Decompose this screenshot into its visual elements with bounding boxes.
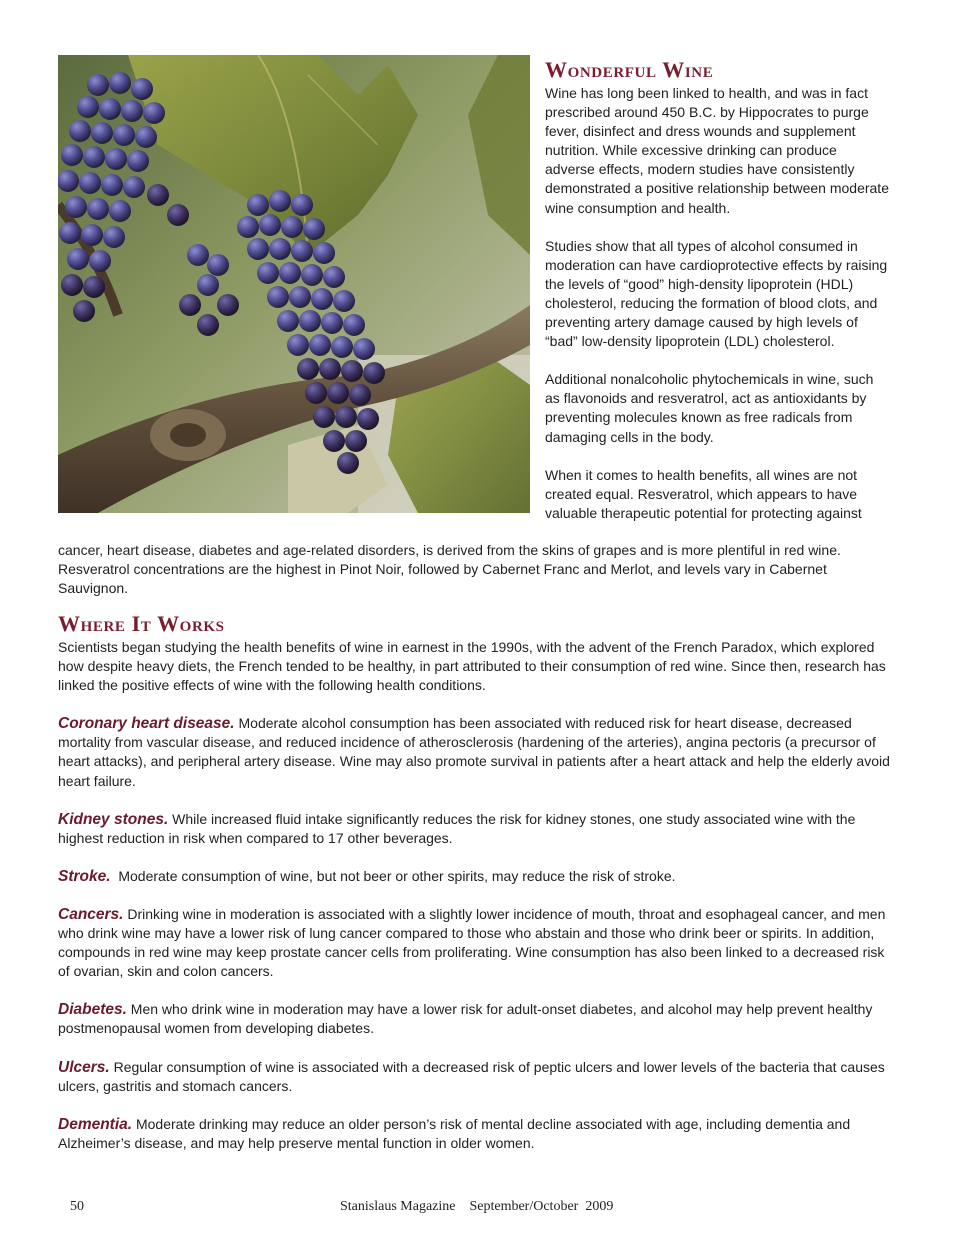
condition-label: Dementia. [58,1115,133,1133]
condition-label: Ulcers. [58,1058,110,1076]
publication-info: Stanislaus Magazine September/October 2009 [340,1199,614,1214]
condition-description: Drinking wine in moderation is associated with a slightly lower incidence of mouth, throat and esophageal cancer, and men who drink wine may have a lower risk of lung cancer compared to those who abstain and those who drink beer or spirits. In addition, compounds in red wine may keep prostate cancer cells from proliferating. Wine consumption has also been linked to a decreased risk of ovarian, skin and colon cancers. [58,905,886,980]
where-it-works-heading: Where It Works [58,611,225,636]
where-it-works-section [58,612,898,1172]
wonderful-wine-heading: Wonderful Wine [545,57,714,82]
condition-label: Stroke. [58,867,111,885]
wine-paragraph-resveratrol-continued: cancer, heart disease, diabetes and age-related disorders, is derived from the skins of grapes and is more plentiful in red wine. Resveratrol concentrations are the highest in Pinot Noir, followed by Cabernet Franc and Merlot, and levels vary in Cabernet Sauvignon. [58,542,841,597]
condition-label: Kidney stones. [58,810,169,828]
wine-paragraph-cardioprotective: Studies show that all types of alcohol consumed in moderation can have cardioprotective effects by raising the levels of “good” high-density lipoprotein (HDL) cholesterol, reducing the formation of blood clots, and preventing artery damage caused by high levels of “bad” low-density lipoprotein (LDL) cholesterol. [545,237,888,350]
condition-diabetes [58,1000,898,1038]
condition-description: Men who drink wine in moderation may have a lower risk for adult-onset diabetes, and alcohol may help prevent healthy postmenopausal women from developing diabetes. [58,1001,873,1037]
grape-vine-illustration [58,55,530,513]
page-number: 50 [70,1199,84,1214]
condition-description: Moderate consumption of wine, but not beer or other spirits, may reduce the risk of stroke. [110,867,676,884]
grape-vine-photo [58,55,530,513]
wine-paragraph-phytochemicals: Additional nonalcoholic phytochemicals in wine, such as flavonoids and resveratrol, act as antioxidants by preventing molecules known as free radicals from damaging cells in the body. [545,371,874,445]
wonderful-wine-section [545,58,890,523]
condition-stroke [58,867,898,886]
condition-kidney-stones [58,810,898,848]
condition-dementia [58,1115,898,1153]
condition-cancers [58,905,898,981]
condition-coronary-heart-disease [58,714,898,790]
condition-description: While increased fluid intake significantly reduces the risk for kidney stones, one study associated wine with the highest reduction in risk when compared to 17 other beverages. [58,810,856,846]
wine-paragraph-resveratrol: When it comes to health benefits, all wines are not created equal. Resveratrol, which appears to have valuable therapeutic potential for protecting against [545,466,862,521]
condition-description: Regular consumption of wine is associated with a decreased risk of peptic ulcers and lower levels of the bacteria that causes ulcers, gastritis and stomach cancers. [58,1058,885,1094]
where-it-works-intro: Scientists began studying the health benefits of wine in earnest in the 1990s, with the advent of the French Paradox, which explored how despite heavy diets, the French tended to be healthy, in part attributed to their consumption of red wine. Since then, research has linked the positive effects of wine with the following health conditions. [58,639,886,694]
condition-description: Moderate alcohol consumption has been associated with reduced risk for heart disease, decreased mortality from vascular disease, and reduced incidence of atherosclerosis (hardening of the arteries), angina pectoris (a precursor of heart attacks), and peripheral artery disease. Wine may also promote survival in patients after a heart attack and help the elderly avoid heart failure. [58,715,890,789]
condition-ulcers [58,1058,898,1096]
condition-label: Cancers. [58,905,124,923]
condition-description: Moderate drinking may reduce an older person’s risk of mental decline associated with age, including dementia and Alzheimer’s disease, and may help preserve mental function in older women. [58,1115,851,1151]
condition-label: Coronary heart disease. [58,715,235,733]
condition-label: Diabetes. [58,1001,127,1019]
wine-paragraph-history: Wine has long been linked to health, and was in fact prescribed around 450 B.C. by Hippocrates to purge fever, disinfect and dress wounds and supplement nutrition. While excessive drinking can produce adverse effects, modern studies have consistently demonstrated a positive relationship between moderate wine consumption and health. [545,85,889,216]
